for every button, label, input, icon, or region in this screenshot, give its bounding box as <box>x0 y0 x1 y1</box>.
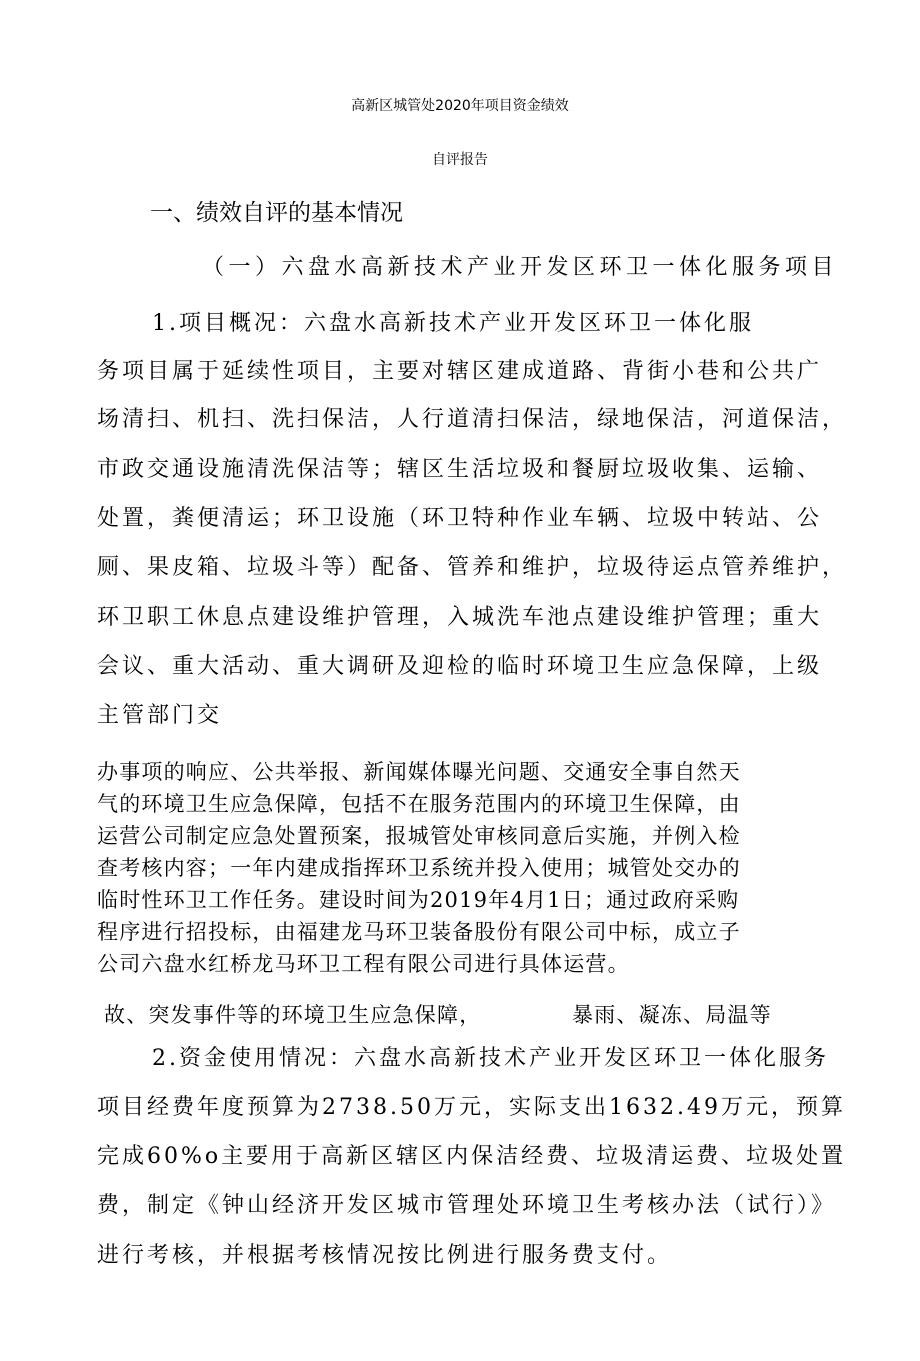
fragment-text-right: 暴雨、凝冻、局温等 <box>572 1003 772 1027</box>
paragraph-line: 费，制定《钟山经济开发区城市管理处环境卫生考核办法（试行）》 <box>97 1193 837 1218</box>
paragraph-line: 场清扫、机扫、洗扫保洁，人行道清扫保洁，绿地保洁，河道保洁， <box>97 407 848 432</box>
paragraph-line: 务项目属于延续性项目，主要对辖区建成道路、背街小巷和公共广 <box>97 359 823 384</box>
paragraph-line: 会议、重大活动、重大调研及迎检的临时环境卫生应急保障，上级 <box>97 654 823 679</box>
paragraph-line: 程序进行招投标，由福建龙马环卫装备股份有限公司中标，成立子 <box>97 920 741 944</box>
paragraph-line: 气的环境卫生应急保障，包括不在服务范围内的环境卫生保障，由 <box>97 792 741 816</box>
paragraph-line: 主管部门交 <box>97 703 223 728</box>
paragraph-line: 1.项目概况：六盘水高新技术产业开发区环卫一体化服 <box>152 311 754 336</box>
paragraph-line: 进行考核，并根据考核情况按比例进行服务费支付。 <box>97 1243 673 1268</box>
paragraph-line: 市政交通设施清洗保洁等；辖区生活垃圾和餐厨垃圾收集、运输、 <box>97 457 823 482</box>
paragraph-line: 公司六盘水红桥龙马环卫工程有限公司进行具体运营。 <box>97 952 630 976</box>
paragraph-line: 项目经费年度预算为2738.50万元，实际支出1632.49万元，预算 <box>97 1095 846 1120</box>
paragraph-line: 处置，粪便清运；环卫设施（环卫特种作业车辆、垃圾中转站、公 <box>97 506 823 531</box>
section-heading: 一、绩效自评的基本情况 <box>150 200 403 226</box>
document-title-line-2: 自评报告 <box>432 152 488 168</box>
paragraph-line: 办事项的响应、公共举报、新闻媒体曝光问题、交通安全事自然天 <box>97 760 741 784</box>
subsection-heading: （一）六盘水高新技术产业开发区环卫一体化服务项目 <box>202 255 839 280</box>
paragraph-line: 临时性环卫工作任务。建设时间为2019年4月1日；通过政府采购 <box>97 888 740 912</box>
paragraph-line: 完成60%o主要用于高新区辖区内保洁经费、垃圾清运费、垃圾处置 <box>97 1144 847 1169</box>
fragment-text-left: 故、突发事件等的环境卫生应急保障， <box>104 1003 482 1027</box>
document-title-line-1: 高新区城管处2020年项目资金绩效 <box>351 98 569 114</box>
paragraph-line: 厕、果皮箱、垃圾斗等）配备、管养和维护，垃圾待运点管养维护， <box>97 555 848 580</box>
paragraph-line: 2.资金使用情况：六盘水高新技术产业开发区环卫一体化服务 <box>152 1046 829 1071</box>
paragraph-line: 运营公司制定应急处置预案，报城管处审核同意后实施，并例入检 <box>97 824 741 848</box>
paragraph-line: 环卫职工休息点建设维护管理，入城洗车池点建设维护管理；重大 <box>97 605 823 630</box>
paragraph-line: 查考核内容；一年内建成指挥环卫系统并投入使用；城管处交办的 <box>97 856 741 880</box>
